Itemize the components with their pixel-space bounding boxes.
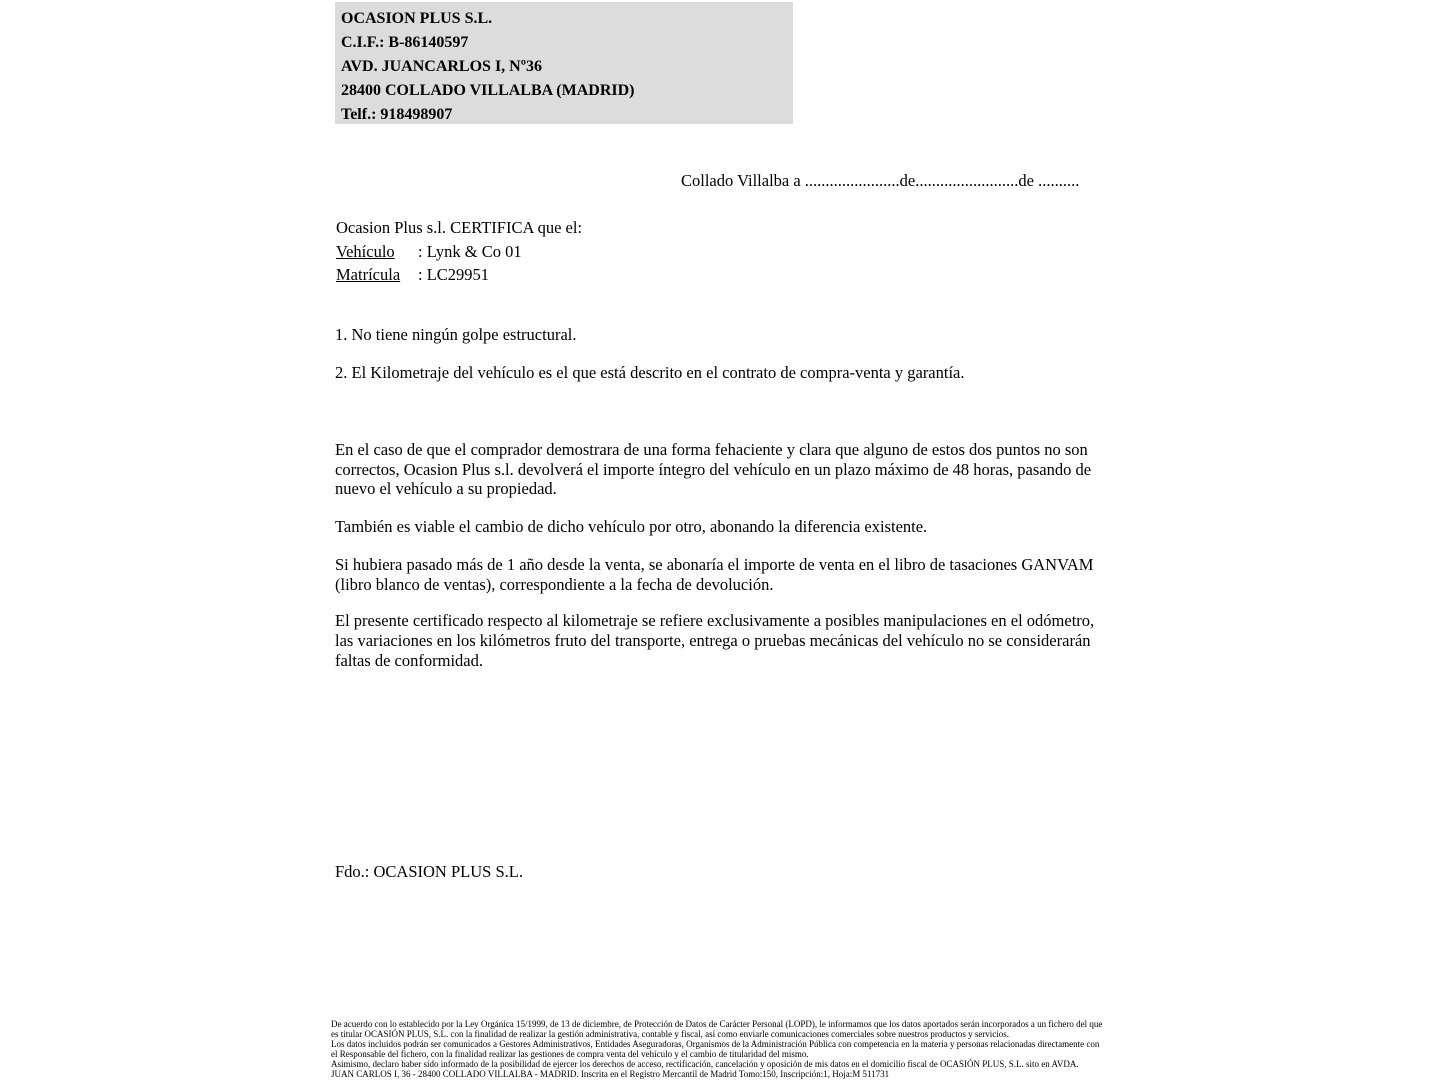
body-paragraphs <box>335 440 1097 687</box>
paragraph-refund-terms: En el caso de que el comprador demostrara de una forma fehaciente y clara que alguno de estos dos puntos no son correctos, Ocasion Plus s.l. devolverá el importe íntegro del vehículo en un plazo máximo de 48 horas, pasando de nuevo el vehículo a su propiedad. <box>335 440 1092 499</box>
certification-points <box>335 325 1097 400</box>
point-2: 2. El Kilometraje del vehículo es el que está descrito en el contrato de compra-venta y garantía. <box>335 362 965 382</box>
legal-footer <box>331 1019 1103 1079</box>
vehicle-row <box>336 240 582 264</box>
company-name: OCASION PLUS S.L. <box>341 10 493 27</box>
date-fill-in-line: Collado Villalba a .......................de.........................de .......... <box>681 171 1080 190</box>
legal-paragraph-rights: Asimismo, declaro haber sido informado de la posibilidad de ejercer los derechos de acceso, rectificación, cancelación y oposición de mis datos en el domicilio fiscal de OCASIÓN PLUS, S.L. sito en AVDA. JUAN CARLOS I, 36 - 28400 COLLADO VILLALBA - MADRID. Inscrita en el Registro Mercantil de Madrid Tomo:150, Inscripción:1, Hoja:M 511731 <box>331 1059 1079 1079</box>
plate-row <box>336 263 582 287</box>
legal-paragraph-lopd: De acuerdo con lo establecido por la Ley Orgánica 15/1999, de 13 de diciembre, de Protección de Datos de Carácter Personal (LOPD), le informamos que los datos aportados serán incorporados a un fichero del que es titular OCASIÓN PLUS, S.L. con la finalidad de realizar la gestión administrativa, contable y fiscal, así como enviarle comunicaciones comerciales sobre nuestros productos y servicios. <box>331 1019 1103 1039</box>
signature-line: Fdo.: OCASION PLUS S.L. <box>335 862 523 881</box>
paragraph-ganvam-valuation: Si hubiera pasado más de 1 año desde la venta, se abonaría el importe de venta en el libro de tasaciones GANVAM (libro blanco de ventas), correspondiente a la fecha de devolución. <box>335 554 1094 594</box>
point-1: 1. No tiene ningún golpe estructural. <box>335 325 577 344</box>
paragraph-odometer-disclaimer: El presente certificado respecto al kilometraje se refiere exclusivamente a posibles manipulaciones en el odómetro, las variaciones en los kilómetros fruto del transporte, entrega o pruebas mecánicas del vehículo no se considerarán faltas de conformidad. <box>335 611 1095 670</box>
paragraph-exchange-option: También es viable el cambio de dicho vehículo por otro, abonando la diferencia existente. <box>335 517 928 537</box>
certification-block <box>336 216 582 287</box>
company-address-line1: AVD. JUANCARLOS I, Nº36 <box>341 58 543 75</box>
plate-label: Matrícula <box>336 265 401 284</box>
company-phone: Telf.: 918498907 <box>341 106 453 123</box>
legal-paragraph-data-sharing: Los datos incluidos podrán ser comunicados a Gestores Administrativos, Entidades Aseguradoras, Organismos de la Administración Pública con competencia en la materia y personas relacionadas directamente con el Responsable del fichero, con la finalidad realizar las gestiones de compra venta del vehículo y el cambio de titularidad del mismo. <box>331 1039 1100 1059</box>
company-cif: C.I.F.: B-86140597 <box>341 34 469 51</box>
vehicle-value: : Lynk & Co 01 <box>418 241 522 261</box>
plate-value: : LC29951 <box>418 265 490 284</box>
certify-intro: Ocasion Plus s.l. CERTIFICA que el: <box>336 218 583 237</box>
company-header-block <box>335 2 793 124</box>
vehicle-label: Vehículo <box>336 241 395 261</box>
company-address-line2: 28400 COLLADO VILLALBA (MADRID) <box>341 82 635 99</box>
